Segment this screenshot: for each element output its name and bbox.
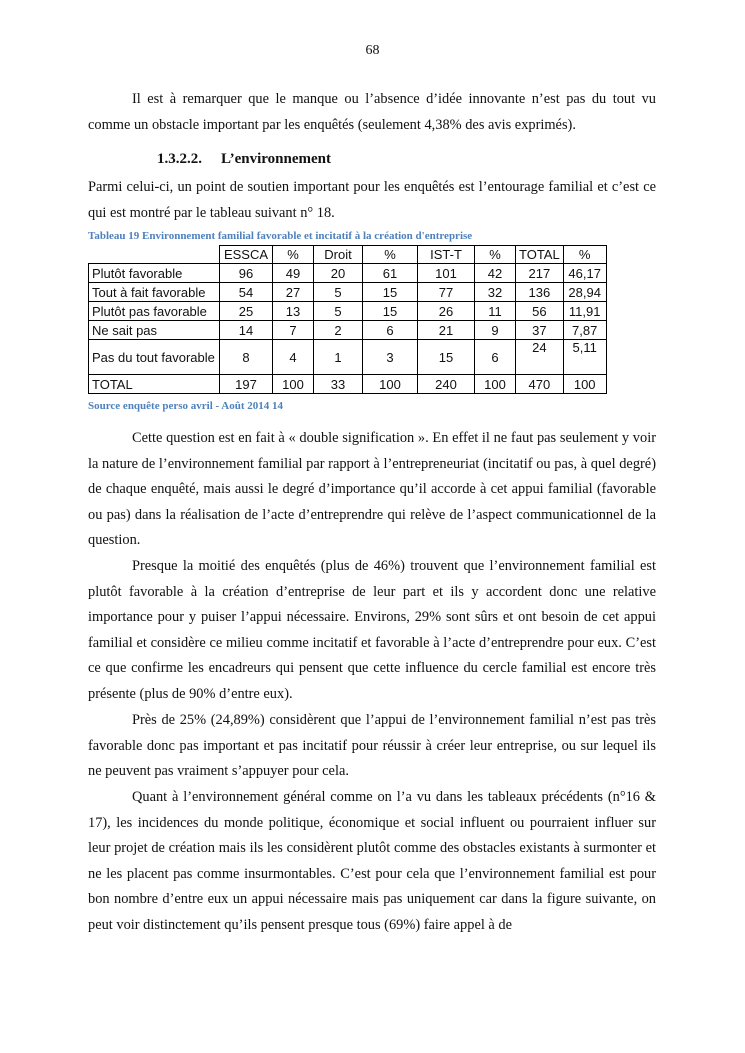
- table-cell: 5: [314, 283, 363, 302]
- table-cell: 136: [516, 283, 564, 302]
- header-cell: IST-T: [418, 246, 475, 264]
- header-cell: %: [273, 246, 314, 264]
- row-label: Tout à fait favorable: [89, 283, 220, 302]
- header-cell: TOTAL: [516, 246, 564, 264]
- row-label: Plutôt pas favorable: [89, 302, 220, 321]
- table-cell: 77: [418, 283, 475, 302]
- table-cell: 27: [273, 283, 314, 302]
- table-cell: 7,87: [563, 321, 606, 340]
- body-paragraph-3: Près de 25% (24,89%) considèrent que l’appui de l’environnement familial n’est pas très favorable donc pas important et pas incitatif pour réussir à créer leur entreprise, ou sur lequel ils ne peuvent pas vraiment s’appuyer pour cela.: [88, 712, 656, 779]
- table-cell: 56: [516, 302, 564, 321]
- table-cell: 2: [314, 321, 363, 340]
- table-cell: 5: [314, 302, 363, 321]
- table-cell: 21: [418, 321, 475, 340]
- table-row: [89, 264, 607, 283]
- table-cell: 240: [418, 375, 475, 394]
- table-row: [89, 302, 607, 321]
- table-header-row: [89, 246, 607, 264]
- table-cell: 5,11: [563, 340, 606, 375]
- table-row: [89, 283, 607, 302]
- table-cell: 61: [363, 264, 418, 283]
- header-cell: %: [363, 246, 418, 264]
- intro-paragraph: Il est à remarquer que le manque ou l’absence d’idée innovante n’est pas du tout vu comme un obstacle important par les enquêtés (seulement 4,38% des avis exprimés).: [88, 91, 656, 133]
- body-paragraph-4: Quant à l’environnement général comme on l’a vu dans les tableaux précédents (n°16 & 17), les incidences du monde politique, économique et social influent ou pourraient influer sur leur projet de création mais ils les considèrent plutôt comme des obstacles existants à surmonter et ne les placent pas comme insurmontables. C’est pour cela que l’environnement familial est pour bon nombre d’entre eux un appui nécessaire mais pas uniquement car dans la figure suivante, on peut voir distinctement qu’ils pensent presque tous (69%) faire appel à de: [88, 789, 656, 933]
- row-label: TOTAL: [89, 375, 220, 394]
- section-heading: [157, 151, 331, 168]
- table-cell: 470: [516, 375, 564, 394]
- table-cell: 15: [363, 283, 418, 302]
- row-label: Ne sait pas: [89, 321, 220, 340]
- header-cell: %: [475, 246, 516, 264]
- table-cell: 54: [220, 283, 273, 302]
- table-cell: 4: [273, 340, 314, 375]
- table-cell: 6: [475, 340, 516, 375]
- table-cell: 101: [418, 264, 475, 283]
- table-cell: 24: [516, 340, 564, 375]
- table-cell: 49: [273, 264, 314, 283]
- table-cell: 46,17: [563, 264, 606, 283]
- page-number: 68: [365, 43, 380, 58]
- table-cell: 28,94: [563, 283, 606, 302]
- body-paragraph-2: Presque la moitié des enquêtés (plus de 46%) trouvent que l’environnement familial est plutôt favorable à la création d’entreprise de leur part et ils y accordent donc une relative importance pour y puiser l’appui nécessaire. Environs, 29% sont sûrs et ont besoin de cet appui familial et considère ce milieu comme incitatif et favorable à l’acte d’entreprendre pour eux. C’est ce que confirme les encadreurs qui pensent que cette influence du cercle familial est encore très présente (plus de 90% d’entre eux).: [88, 558, 656, 702]
- table-cell: 15: [418, 340, 475, 375]
- section-title: L’environnement: [221, 151, 332, 167]
- row-label: Plutôt favorable: [89, 264, 220, 283]
- header-cell-empty: [89, 246, 220, 264]
- header-cell: ESSCA: [220, 246, 273, 264]
- table-row: [89, 340, 607, 375]
- section-paragraph: Parmi celui-ci, un point de soutien important pour les enquêtés est l’entourage familial et c’est ce qui est montré par le tableau suivant n° 18.: [88, 179, 656, 221]
- table-cell: 26: [418, 302, 475, 321]
- table-caption: Tableau 19 Environnement familial favorable et incitatif à la création d'entreprise: [88, 230, 473, 242]
- table-cell: 11,91: [563, 302, 606, 321]
- table-cell: 20: [314, 264, 363, 283]
- data-table: [88, 245, 607, 394]
- table-cell: 25: [220, 302, 273, 321]
- table-cell: 9: [475, 321, 516, 340]
- table-cell: 7: [273, 321, 314, 340]
- header-cell: %: [563, 246, 606, 264]
- table-cell: 3: [363, 340, 418, 375]
- body-paragraph-1: Cette question est en fait à « double signification ». En effet il ne faut pas seulement y voir la nature de l’environnement familial par rapport à l’entrepreneuriat (incitatif ou pas, à quel degré) de chaque enquêté, mais aussi le degré d’importance qu’il accorde à cet appui familial (favorable ou pas) dans la réalisation de l’acte d’entreprendre qui relève de l’aspect communicationnel de la question.: [88, 430, 656, 548]
- table-cell: 8: [220, 340, 273, 375]
- header-cell: Droit: [314, 246, 363, 264]
- table-cell: 15: [363, 302, 418, 321]
- table-cell: 42: [475, 264, 516, 283]
- table-source: Source enquête perso avril - Août 2014 14: [88, 400, 284, 412]
- table-cell: 14: [220, 321, 273, 340]
- table-cell: 37: [516, 321, 564, 340]
- row-label: Pas du tout favorable: [89, 340, 220, 375]
- table-cell: 100: [363, 375, 418, 394]
- table-cell: 13: [273, 302, 314, 321]
- table-cell: 217: [516, 264, 564, 283]
- table-cell: 96: [220, 264, 273, 283]
- table-cell: 33: [314, 375, 363, 394]
- table-cell: 32: [475, 283, 516, 302]
- table-cell: 100: [475, 375, 516, 394]
- table-cell: 197: [220, 375, 273, 394]
- table-cell: 100: [273, 375, 314, 394]
- section-number: 1.3.2.2.: [157, 151, 202, 167]
- table-cell: 11: [475, 302, 516, 321]
- table-cell: 6: [363, 321, 418, 340]
- table-cell: 100: [563, 375, 606, 394]
- table-total-row: [89, 375, 607, 394]
- table-row: [89, 321, 607, 340]
- table-cell: 1: [314, 340, 363, 375]
